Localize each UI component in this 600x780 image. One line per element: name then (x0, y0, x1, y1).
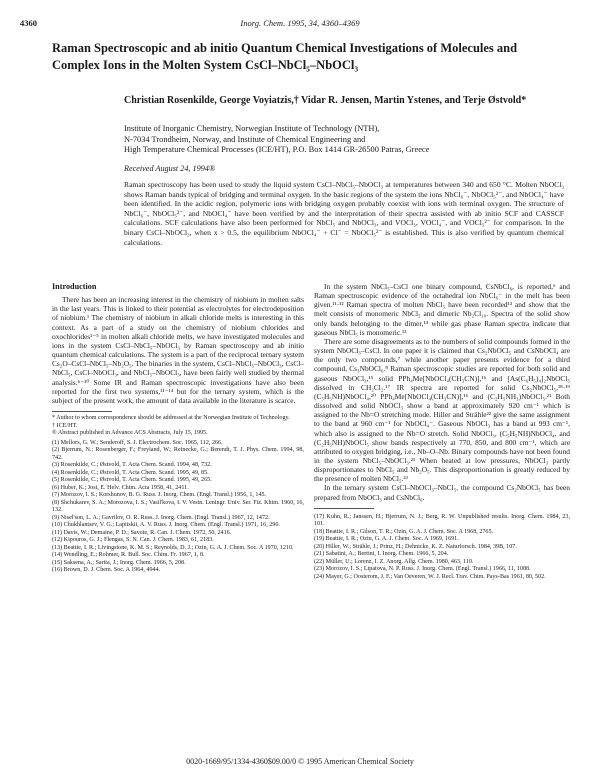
reference-item: (21) Sabatini, A.; Bertini, I. Inorg. Chem. 1966, 5, 204. (314, 551, 449, 558)
intro-paragraph: There has been an increasing interest in the chemistry of niobium in molten salts in the last years. This is linked to their potential as electrolytes for electrodeposition of niobium.¹ The chemistry of niobium in alkali chloride melts is interesting in this context. As a part of a study on the chemistry of niobium chlorides and oxochlorides²⁻⁵ in molten alkali chloride melts, we have investigated molecules and ions in the system CsCl–NbCl₅–NbOCl₃ by Raman spectroscopy and ab initio quantum chemical calculations. The system is a part of the reciprocal ternary system Cs₂O–CsCl–NbCl₅–Nb₂O₅. The binaries in the system, CsCl–NbCl₅–NbOCl₃, CsCl–NbCl₅, CsCl–NbOCl₃, and NbCl₅–NbOCl₃, have been fairly well studied by thermal analysis.⁶⁻¹⁰ Some IR and Raman spectroscopic investigations have also been reported for the first two systems,¹¹⁻¹⁴ but for the ternary system, which is the subject of the present work, the amount of data available in the literature is scarce. (52, 295, 304, 405)
reference-item: (8) Shchukarev, S. A.; Morozova, I. S.; Vasil'kova, I. V. Vestn. Leningr. Univ. Ser. Fiz. Khim. 1960, 16, 132. (52, 499, 304, 514)
copyright-footer: 0020-1669/95/1334-4360$09.00/0 © 1995 American Chemical Society (186, 757, 414, 766)
reference-item: (7) Morozov, I. S.; Korshunov, B. G. Russ. J. Inorg. Chem. (Engl. Transl.) 1956, 1, 145. (52, 492, 267, 499)
body-paragraph: There are some disagreements as to the numbers of solid compounds formed in the system NbOCl₃–CsCl. In one paper it is claimed that Cs₂NbOCl₅ and CsNbOCl₄ are the only two compounds,⁷ while another paper presents evidence for a third compound, Cs₃NbOCl₆.⁸ Raman spectroscopic studies are reported for both solid and gaseous NbOCl₃,¹⁵ solid PPh₄Me[NbOCl₄(CH₃CN)],¹⁶ and [As(C₆H₅)₄]₂NbOCl₅ dissolved in CH₂Cl₂.¹⁷ IR spectra are reported for solid Cs₂NbOCl₅,¹⁸·¹⁹ (C₅H₅NH)NbOCl₄,²⁰ PPh₄Me[NbOCl₄(CH₃CN)],¹⁶ and (C₂H₅NH₃)NbOCl₅.²¹ Both dissolved and solid NbOCl₃ show a band at approximately 920 cm⁻¹ which is assigned to the Nb=O stretching mode. Hiller and Strähle²² give the same assignment to the band at 960 cm⁻¹ for NbOCl₄⁻. Gaseous NbOCl₃ has a band at 993 cm⁻¹, which also is assigned to the Nb=O stretch. Solid NbOCl₃, (C₅H₅NH)NbOCl₄, and (C₂H₅NH)NbOCl₅ show bands respectively at 770, 850, and 800 cm⁻¹, which are attributed to oxygen bridging, i.e., Nb–O–Nb. Binary compounds have not been found in the system NbCl₅–NbOCl₃.²³ When heated at low pressures, NbOCl₃ partly disproportionates to NbCl₅ and Nb₂O₅. This disproportionation is greatly reduced by the presence of molten NbCl₅.²³ (314, 336, 570, 484)
reference-item: (11) Davis, W.; Demaine, P. D.; Savoie, R. Can. J. Chem. 1972, 50, 2416. (52, 529, 232, 536)
reference-item: (10) Chukhlantsev, V. G.; Lapitskii, A. V. Russ. J. Inorg. Chem. (Engl. Transl.) 1971, 16, 290. (52, 522, 280, 529)
footnotes (52, 415, 304, 575)
affiliation-line: Institute of Inorganic Chemistry, Norwegian Institute of Technology (NTH), (124, 124, 380, 133)
article-title-line-2: Complex Ions in the Molten System CsCl–NbCl₅–NbOCl₃ (52, 58, 359, 72)
reference-item: (14) Wendling, E.; Rohmer, R. Bull. Soc. Chim. Fr. 1967, 1, 8. (52, 552, 205, 559)
affiliation-block (124, 124, 570, 156)
section-heading-introduction: Introduction (52, 282, 97, 291)
reference-item: (13) Beattie, I. R.; Livingstone, K. M. S.; Reynolds, D. J.; Ozin, G. A. J. Chem. Soc. A 1970, 1210. (52, 544, 294, 551)
running-head (20, 18, 580, 30)
right-column (314, 282, 570, 581)
reference-item: (20) Hiller, W.; Strähle, J.; Prinz, H.; Dehnicke, K. Z. Naturforsch. 1984, 39B, 107. (314, 543, 517, 550)
reference-divider (314, 508, 374, 509)
journal-citation: Inorg. Chem. 1995, 34, 4360–4369 (240, 18, 360, 28)
reference-item: (9) Nisel'son, L. A.; Gavrilov, O. R. Russ. J. Inorg. Chem. (Engl. Transl.) 1967, 12, 1472. (52, 514, 270, 521)
reference-item: (5) Rosenkilde, C.; Østvold, T. Acta Chem. Scand. 1995, 49, 265. (52, 477, 212, 484)
body-paragraph: In the system NbCl₅–CsCl one binary compound, CsNbCl₆, is reported,⁶ and Raman spectroscopic evidence of the octahedral ion NbCl₆⁻ in the melt has been given.¹¹·¹² Raman spectra of molten NbCl₅ have been recorded¹³ and show that the melt consists of monomeric NbCl₅ and dimeric Nb₂Cl₁₀. Spectra of the solid show only bands belonging to the dimer,¹⁴ while gas phase Raman spectra indicate that gaseous NbCl₅ is monomeric.¹³ (314, 282, 570, 337)
author-list: Christian Rosenkilde, George Voyiatzis,† Vidar R. Jensen, Martin Ystenes, and Terje Østvold* (124, 95, 527, 106)
reference-item: (22) Müller, U.; Lorenz, I. Z. Anorg. Allg. Chem. 1980, 463, 110. (314, 558, 474, 565)
received-date: Received August 24, 1994® (124, 164, 216, 173)
reference-item: (17) Kuhn, R.; Janssen, H.; Bjerrum, N. J.; Berg, R. W. Unpublished results. Inorg. Chem. 1984, 23, 101. (314, 513, 570, 528)
reference-item: (19) Beattie, I. R.; Ozin, G. A. J. Chem. Soc. A 1969, 1691. (314, 536, 459, 543)
footnote: * Author to whom correspondence should be addressed at the Norwegian Institute of Technology. (52, 415, 290, 422)
article-title (52, 40, 560, 74)
reference-item: (3) Rosenkilde, C.; Østvold, T. Acta Chem. Scand. 1994, 48, 732. (52, 462, 212, 469)
reference-item: (24) Mayer, G.; Oosterom, J. F.; Van Oeveren, W. J. Recl. Trav. Chim. Pays-Bas 1961, 80, 502. (314, 573, 546, 580)
reference-item: (16) Brown, D. J. Chem. Soc. A 1964, 4944. (52, 567, 161, 574)
page-number: 4360 (20, 18, 37, 28)
affiliation-line: N-7034 Trondheim, Norway, and Institute of Chemical Engineering and (124, 134, 366, 144)
reference-item: (12) Kipouros, G. J.; Flengas, S. N. Can. J. Chem. 1983, 61, 2183. (52, 537, 214, 544)
reference-item: (15) Saksena, A.; Sarita, J.; Inorg. Chem. 1966, 5, 208. (52, 559, 186, 566)
left-column (52, 282, 304, 575)
body-paragraph: In the ternary system CsCl–NbOCl₃–NbCl₅, the compound Cs₂NbOCl₅ has been prepared from NbOCl₃ and CsNbCl₆. (314, 483, 570, 502)
reference-item: (1) Mellors, G. W.; Senderoff, S. J. Electrochem. Soc. 1965, 112, 266. (52, 439, 223, 446)
reference-item: (4) Rosenkilde, C.; Østvold, T. Acta Chem. Scand. 1995, 49, 85. (52, 469, 209, 476)
reference-item: (6) Huber, K.; Jost, E. Helv. Chim. Acta 1958, 41, 2411. (52, 484, 189, 491)
footnote: ® Abstract published in Advance ACS Abstracts, July 15, 1995. (52, 430, 208, 437)
reference-item: (23) Morozov, I. S.; Lipatova, N. P. Russ. J. Inorg. Chem. (Engl. Transl.) 1966, 11, 1088. (314, 566, 531, 573)
reference-item: (18) Beattie, I. R.; Gilson, T. R.; Ozin, G. A. J. Chem. Soc. A 1968, 2765. (314, 528, 494, 535)
reference-list (314, 514, 570, 582)
abstract: Raman spectroscopy has been used to study the liquid system CsCl–NbCl₅–NbOCl₃ at temperatures between 340 and 650 °C. Molten NbOCl₃ shows Raman bands typical of bridging and terminal oxygen. In the basic regions of the system the ions NbCl₆⁻, NbOCl₅²⁻, and NbOCl₄⁻ have been identified. In the acidic region, polymeric ions with bridging oxygen probably coexist with ions with terminal oxygen. The structure of NbCl₆⁻, NbOCl₅²⁻, and NbOCl₄⁻ have been verified by and the interpretation of their spectra assisted with ab initio SCF and CASSCF calculations. SCF calculations have also been performed for NbCl₅ and NbOCl₃, and VOCl₃, VOCl₄⁻, and VOCl₅²⁻ for comparison. In the binary CsCl–NbOCl₃, when x > 0.5, the equilibrium NbOCl₄⁻ + Cl⁻ = NbOCl₅²⁻ is established. This is also verified by quantum chemical calculations. (124, 180, 564, 247)
reference-item: (2) Bjerrum, N.; Rosenberger, F.; Freyland, W.; Reinecke, G.; Berendt, T. J. Phys. Chem. 1994, 98, 742. (52, 447, 304, 461)
footnote: † ICE/HT. (52, 422, 78, 429)
affiliation-line: High Temperature Chemical Processes (ICE/HT), P.O. Box 1414 GR-26500 Patras, Greece (124, 145, 430, 155)
footnote-divider (52, 411, 112, 412)
article-title-line-1: Raman Spectroscopic and ab initio Quantum Chemical Investigations of Molecules and (52, 41, 518, 55)
